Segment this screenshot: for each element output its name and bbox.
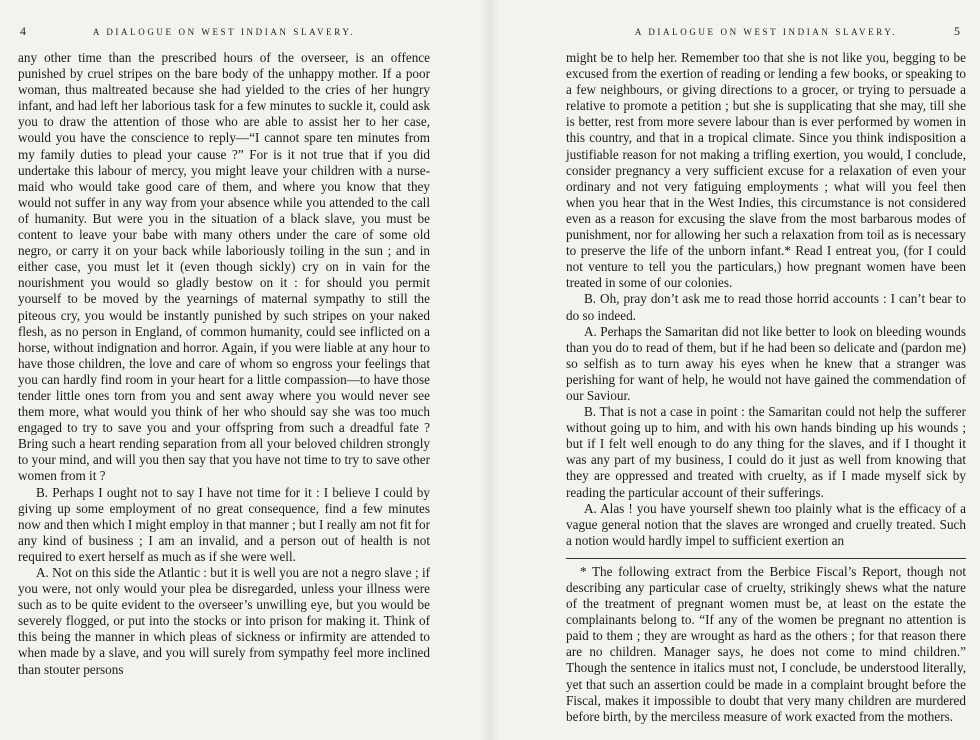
right-page [490, 0, 980, 740]
right-paragraph: might be to help her. Remember too that she is not like you, begging to be excused from the exertion of reading or lending a few books, or speaking to a few neighbours, or giving directions to a grocer, or trying to persuade a relative to promote a petition ; but she is supplicating that she may, till she is better, rest from more severe labour than is ever performed by women in this country, and that in a tropical climate. Since you think indisposition a justifiable reason for not making a trifling exertion, you would, I conclude, consider pregnancy a very sufficient excuse for a relaxation of even your ordinary and not very fatiguing employments ; what will you feel then when you hear that in the West Indies, this circumstance is not considered even as a reason for excusing the slave from the most barbarous modes of punishment, nor for allowing her such a relaxation from toil as is necessary to preserve the life of the unborn infant.* Read I entreat you, (for I could not venture to tell you the particulars,) how pregnant women have been treated in some of our colonies. [566, 50, 966, 291]
left-paragraph: A. Not on this side the Atlantic : but it is well you are not a negro slave ; if you were, not only would your plea be disregarded, unless your illness were such as to be quite evident to the overseer’s unwilling eye, but you would be severely flogged, or put into the stocks or into prison for making it. Think of this being the manner in which pleas of sickness or infirmity are attended to when made by a slave, and you will surely from sympathy feel more inclined than stouter persons [18, 565, 430, 677]
right-running-title: A DIALOGUE ON WEST INDIAN SLAVERY. [634, 27, 898, 37]
left-page-body [18, 50, 430, 678]
right-paragraph: A. Perhaps the Samaritan did not like better to look on bleeding wounds than you do to read of them, but if he had been so delicate and (pardon me) so selfish as to turn away his eyes when he knew that a stranger was perishing for want of help, he would not have gained the commendation of our Saviour. [566, 323, 966, 403]
right-paragraph: B. That is not a case in point : the Samaritan could not help the sufferer without going up to him, and with his own hands binding up his wounds ; but if I felt well enough to do any thing for the slaves, and if I thought it was any part of my business, I could do it just as well from knowing that they are oppressed and treated with cruelty, as if I made myself sick by reading the particular account of their sufferings. [566, 404, 966, 500]
left-paragraph: B. Perhaps I ought not to say I have not time for it : I believe I could by giving up some employment of no great consequence, find a few minutes now and then which I might employ in that manner ; but I really am not fit for any kind of business ; I am an invalid, and a person out of health is not required to exert herself as much as if she were well. [18, 484, 431, 564]
left-page-number: 4 [20, 24, 26, 38]
right-running-head [566, 0, 966, 50]
footnote-rule [566, 558, 966, 559]
left-running-title: A DIALOGUE ON WEST INDIAN SLAVERY. [92, 27, 356, 37]
right-paragraph: B. Oh, pray don’t ask me to read those horrid accounts : I can’t bear to do so indeed. [566, 291, 966, 323]
right-paragraph: A. Alas ! you have yourself shewn too plainly what is the efficacy of a vague general notion that the slaves are wronged and cruelly treated. Such a notion would hardly impel to sufficient exertion an [566, 500, 966, 548]
right-page-body [566, 50, 966, 725]
footnote: * The following extract from the Berbice Fiscal’s Report, though not describing any particular case of cruelty, strikingly shews what the nature of the treatment of pregnant women must be, at least on the estate the complainants belong to. “If any of the women be pregnant no attention is paid to them ; they are wrought as hard as the others ; for that reason there are no children. Manager says, he does not come to mind children.” Though the sentence in italics must not, I conclude, be understood literally, yet that such an assertion could be made in a complaint brought before the Fiscal, makes it impossible to doubt that very many children are murdered before birth, by the merciless measure of work exacted from the mothers. [566, 563, 966, 724]
right-page-number: 5 [954, 24, 960, 38]
left-paragraph: any other time than the prescribed hours of the overseer, is an offence punished by cruel stripes on the bare body of the unhappy mother. If a poor woman, thus maltreated because she had yielded to the cries of her hungry infant, and had left her laborious task for a few minutes to suckle it, could ask you to draw the attention of those who are able to assist her to her case, would you have the conscience to reply—“I cannot spare ten minutes from my family duties to plead your cause ?” For is it not true that if you did undertake this labour of mercy, you might leave your children with a nurse-maid who would take good care of them, and where you know that they would not suffer in any way from your absence while you attended to the call of humanity. But were you in the situation of a black slave, you must be content to leave your babe with many others under the care of some old negro, or carry it on your back while laboriously toiling in the sun ; and in either case, you must let it (even though sickly) cry on in vain for the nourishment you would so gladly bestow on it : for should you permit yourself to be moved by the yearnings of maternal sympathy to still the piteous cry, you would be instantly punished by such stripes on your naked flesh, as no person in England, of common humanity, could see inflicted on a horse, without indignation and horror. Again, if you were liable at any hour to have those children, the love and care of whom so engross your feelings that you can hardly find room in your heart for a little compassion—to have those tender little ones torn from you and sent away where you would never see them more, what would you think of her who should say she was too much engaged to try to save you and your offspring from such a dreadful fate ? Bring such a heart rending separation from all your beloved children strongly to your mind, and will you then say that you have not time to try to save other women from it ? [18, 50, 430, 484]
left-running-head [18, 0, 430, 50]
